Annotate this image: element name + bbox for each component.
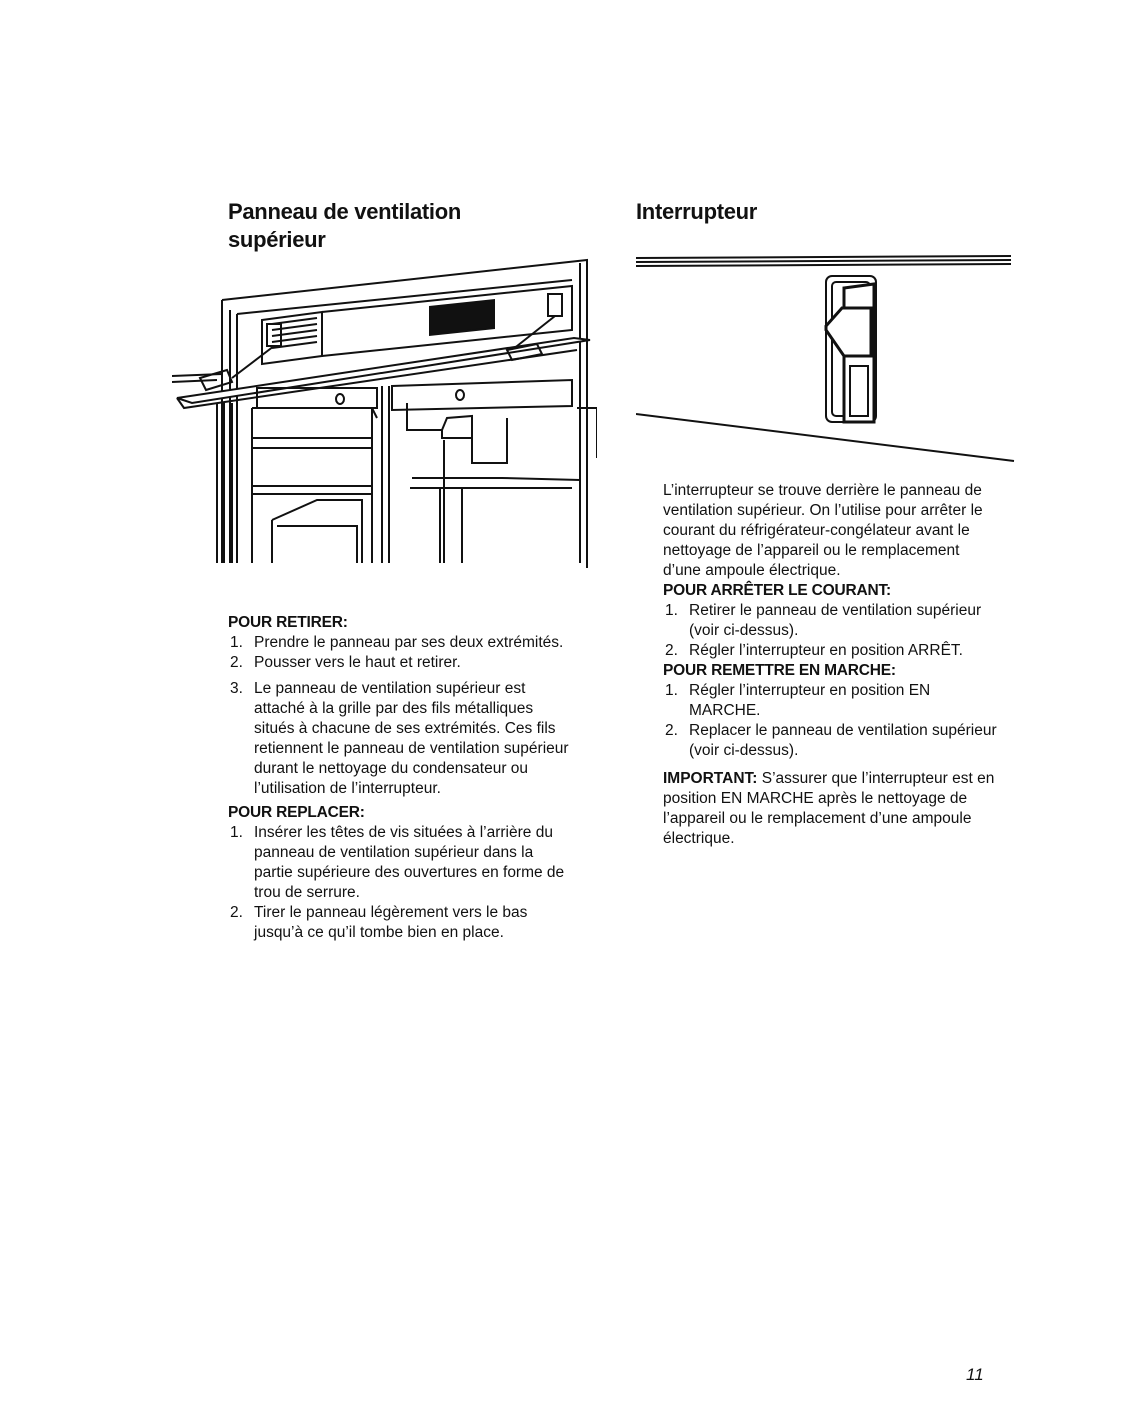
list-item: 1. Prendre le panneau par ses deux extrémités. bbox=[230, 634, 564, 651]
list-item: 2. Régler l’interrupteur en position ARRÊT. bbox=[665, 642, 963, 659]
vent-panel-illustration bbox=[172, 258, 597, 568]
list-item: 1. Retirer le panneau de ventilation supérieur (voir ci-dessus). bbox=[665, 602, 982, 639]
switch-title: Interrupteur bbox=[636, 199, 758, 224]
list-item: 2. Tirer le panneau légèrement vers le bas jusqu’à ce qu’il tombe bien en place. bbox=[230, 904, 528, 941]
replace-heading: POUR REPLACER: bbox=[228, 804, 365, 821]
vent-panel-instructions bbox=[228, 613, 573, 943]
power-on-steps-list bbox=[663, 681, 998, 761]
important-note: IMPORTANT: S’assurer que l’interrupteur est en position EN MARCHE après le nettoyage de l’appareil ou le remplacement d’une ampoule électrique. bbox=[663, 770, 995, 847]
switch-instructions bbox=[663, 481, 998, 849]
remove-steps-list bbox=[228, 633, 573, 799]
switch-illustration bbox=[636, 248, 1016, 468]
vent-panel-section-title bbox=[228, 198, 588, 254]
list-item: 2. Pousser vers le haut et retirer. bbox=[230, 654, 461, 671]
list-item: 1. Insérer les têtes de vis situées à l’arrière du panneau de ventilation supérieur dans la partie supérieure des ouvertures en forme de trou de serrure. bbox=[230, 824, 565, 901]
vent-title-line1: Panneau de ventilation bbox=[228, 199, 462, 224]
list-item: 3. Le panneau de ventilation supérieur est attaché à la grille par des fils métalliques situés à chacune de ses extrémités. Ces fils retiennent le panneau de ventilation supérieur durant le nettoyage du condensateur ou l’utilisation de l’interrupteur. bbox=[230, 680, 569, 797]
power-off-heading: POUR ARRÊTER LE COURANT: bbox=[663, 582, 891, 599]
switch-section-title bbox=[636, 198, 1016, 226]
vent-title-line2: supérieur bbox=[228, 227, 326, 252]
switch-intro: L’interrupteur se trouve derrière le panneau de ventilation supérieur. On l’utilise pour arrêter le courant du réfrigérateur-congélateur avant le nettoyage de l’appareil ou le remplacement d’une ampoule électrique. bbox=[663, 482, 983, 579]
power-off-steps-list bbox=[663, 601, 998, 661]
list-item: 2. Replacer le panneau de ventilation supérieur (voir ci-dessus). bbox=[665, 722, 997, 759]
power-on-heading: POUR REMETTRE EN MARCHE: bbox=[663, 662, 896, 679]
page-number: 11 bbox=[966, 1365, 984, 1384]
remove-heading: POUR RETIRER: bbox=[228, 614, 348, 631]
replace-steps-list bbox=[228, 823, 573, 943]
list-item: 1. Régler l’interrupteur en position EN MARCHE. bbox=[665, 682, 931, 719]
